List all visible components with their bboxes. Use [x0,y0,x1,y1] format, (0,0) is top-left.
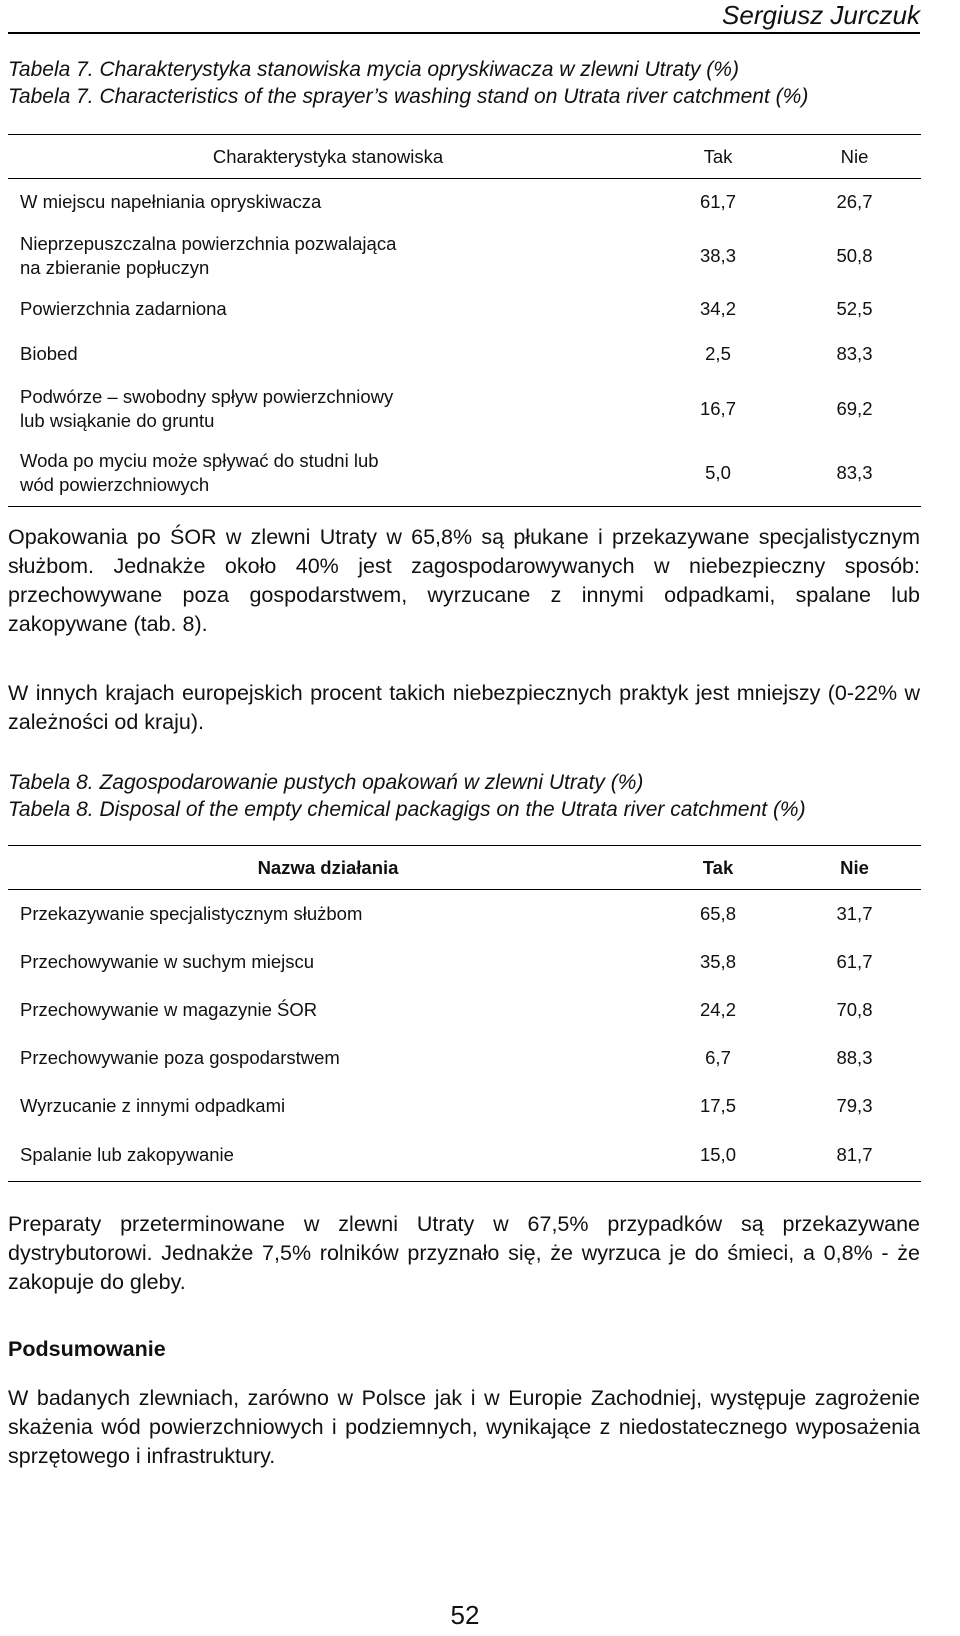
table-row [8,331,921,377]
table7-row-nie: 83,3 [836,342,873,364]
table-row [8,890,921,938]
table8-row-nie: 88,3 [836,1046,873,1068]
table7-row-nie: 26,7 [836,190,873,212]
paragraph-packaging: Opakowania po ŚOR w zlewni Utraty w 65,8% są płukane i przekazywane specjalistycznym służbom. Jednakże około 40% jest zagospodarowywanych w niebezpieczny sposób: przechowywane poza gospodarstwem, wyrzucane z innymi odpadkami, spalane lub zakopywane (tab. 8). [8,525,920,636]
table8-row-label: Przekazywanie specjalistycznym służbom [20,902,363,924]
table-row [8,986,921,1034]
table7-header-tak: Tak [648,135,788,179]
header-rule [8,32,920,34]
table8-caption-pl: Tabela 8. Zagospodarowanie pustych opakowań w zlewni Utraty (%) [8,771,644,794]
table7-row-tak: 5,0 [648,441,788,507]
table-row [8,287,921,331]
table7-row-tak: 61,7 [699,190,736,212]
table7-caption-en: Tabela 7. Characteristics of the sprayer’s washing stand on Utrata river catchment (%) [8,85,809,108]
table8-caption-en: Tabela 8. Disposal of the empty chemical packagigs on the Utrata river catchment (%) [8,798,806,821]
table7-row-tak: 38,3 [699,244,736,266]
table8-row-label: Przechowywanie w suchym miejscu [20,950,315,972]
table7-row-nie: 83,3 [788,441,921,507]
running-header-author: Sergiusz Jurczuk [722,0,920,30]
table7-row-label: Woda po myciu może spływać do studni lub wód powierzchniowych [8,441,648,507]
table-row [8,1130,921,1182]
table7-row-label: Podwórze – swobodny spływ powierzchniowy lub wsiąkanie do gruntu [20,385,394,431]
table8-row-nie: 70,8 [836,998,873,1020]
table8-row-tak: 6,7 [705,1046,731,1068]
table7-header-nie: Nie [788,135,921,179]
paragraph-other-countries: W innych krajach europejskich procent takich niebezpiecznych praktyk jest mniejszy (0-22% w zależności od kraju). [8,681,920,734]
table7-row-label: Nieprzepuszczalna powierzchnia pozwalająca na zbieranie popłuczyn [20,232,397,278]
table8-header-label: Nazwa działania [8,846,648,890]
page-number: 52 [450,1600,480,1630]
table7-row-tak: 2,5 [705,342,731,364]
table7 [8,134,921,507]
table7-caption-pl: Tabela 7. Charakterystyka stanowiska mycia opryskiwacza w zlewni Utraty (%) [8,58,739,81]
table8-row-nie: 81,7 [788,1130,921,1182]
table7-row-tak: 16,7 [699,397,736,419]
table-row [8,938,921,986]
section-heading-summary: Podsumowanie [8,1337,166,1361]
table-row [8,179,921,225]
table8-row-nie: 79,3 [836,1094,873,1116]
table7-row-label: Powierzchnia zadarniona [20,297,227,319]
table-row [8,377,921,441]
table8-header-tak: Tak [648,846,788,890]
table7-row-nie: 69,2 [836,397,873,419]
paragraph-expired-products: Preparaty przeterminowane w zlewni Utraty w 67,5% przypadków są przekazywane dystrybutorowi. Jednakże 7,5% rolników przyznało się, że wyrzuca je do śmieci, a 0,8% - że zakopuje do gleby. [8,1212,920,1294]
table-row [8,1034,921,1082]
table8-header-nie: Nie [788,846,921,890]
paragraph-summary: W badanych zlewniach, zarówno w Polsce jak i w Europie Zachodniej, występuje zagrożenie skażenia wód powierzchniowych i podziemnych, wynikające z niedostatecznego wyposażenia sprzętowego i infrastruktury. [8,1386,920,1468]
table7-row-nie: 50,8 [836,244,873,266]
table8-row-label: Przechowywanie poza gospodarstwem [20,1046,340,1068]
table-row [8,225,921,287]
table7-row-label: Biobed [20,342,78,364]
table8-row-tak: 35,8 [699,950,736,972]
table7-row-label: W miejscu napełniania opryskiwacza [20,190,322,212]
table8-row-tak: 24,2 [699,998,736,1020]
table8-row-tak: 65,8 [699,902,736,924]
table7-row-tak: 34,2 [699,297,736,319]
table8-row-tak: 17,5 [699,1094,736,1116]
table8-row-label: Spalanie lub zakopywanie [8,1130,648,1182]
table8-row-tak: 15,0 [648,1130,788,1182]
table7-header-label: Charakterystyka stanowiska [8,135,648,179]
table-row [8,1082,921,1130]
table-row [8,441,921,507]
table8 [8,845,921,1182]
table8-row-label: Wyrzucanie z innymi odpadkami [20,1094,286,1116]
table7-row-nie: 52,5 [836,297,873,319]
table8-row-nie: 61,7 [836,950,873,972]
table8-row-nie: 31,7 [836,902,873,924]
table8-row-label: Przechowywanie w magazynie ŚOR [20,998,318,1020]
